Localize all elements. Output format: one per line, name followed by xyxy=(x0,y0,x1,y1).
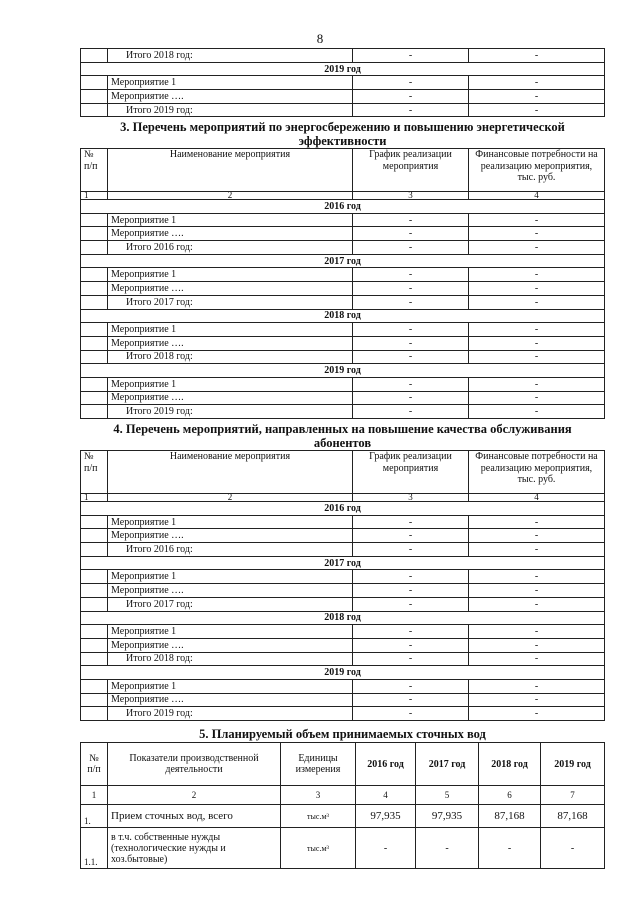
num-cell xyxy=(81,693,108,707)
table-row xyxy=(81,90,605,104)
num-cell xyxy=(81,584,108,598)
section-4-title-line2: абонентов xyxy=(313,435,372,450)
table-row xyxy=(81,515,605,529)
total-label: Итого 2018 год: xyxy=(108,350,353,364)
num-cell xyxy=(81,570,108,584)
total-label: Итого 2016 год: xyxy=(108,543,353,557)
total-label: Итого 2019 год: xyxy=(108,405,353,419)
num-cell xyxy=(81,638,108,652)
total-label: Итого 2019 год: xyxy=(108,707,353,721)
schedule-cell: - xyxy=(353,391,469,405)
num-cell xyxy=(81,652,108,666)
section-3-title-line2: эффективности xyxy=(298,133,387,148)
item-label: Мероприятие …. xyxy=(108,282,353,296)
header-cell: № п/п xyxy=(81,743,108,786)
column-number: 3 xyxy=(353,494,469,502)
table-row xyxy=(81,679,605,693)
column-number: 2 xyxy=(108,494,353,502)
item-label: Мероприятие …. xyxy=(108,584,353,598)
num-cell xyxy=(81,282,108,296)
year-row xyxy=(81,309,605,323)
column-number: 4 xyxy=(469,494,605,502)
item-label: Мероприятие 1 xyxy=(108,625,353,639)
schedule-cell: - xyxy=(353,693,469,707)
schedule-cell: - xyxy=(353,241,469,255)
num-cell xyxy=(81,515,108,529)
unit-cell: тыс.м³ xyxy=(281,828,356,869)
schedule-cell: - xyxy=(353,268,469,282)
finance-cell: - xyxy=(469,638,605,652)
table-row xyxy=(81,584,605,598)
indicator-label: в т.ч. собственные нужды (технологические нужды и хоз.бытовые) xyxy=(108,828,281,869)
schedule-cell: - xyxy=(353,90,469,104)
num-cell xyxy=(81,295,108,309)
value-cell: 97,935 xyxy=(356,805,416,828)
total-label: Итого 2018 год: xyxy=(108,652,353,666)
total-row xyxy=(81,597,605,611)
column-number: 5 xyxy=(416,786,479,805)
year-row xyxy=(81,502,605,516)
num-cell xyxy=(81,405,108,419)
schedule-cell: - xyxy=(353,529,469,543)
column-number: 2 xyxy=(108,786,281,805)
section-4-title-line1: 4. Перечень мероприятий, направленных на повышение качества обслуживания xyxy=(113,422,572,436)
finance-cell: - xyxy=(469,584,605,598)
header-name: Наименование мероприятия xyxy=(108,451,353,494)
schedule-cell: - xyxy=(353,405,469,419)
num-cell xyxy=(81,350,108,364)
top-continuation-table xyxy=(80,48,605,117)
section-5-title: 5. Планируемый объем принимаемых сточных вод xyxy=(199,727,486,741)
value-cell: 87,168 xyxy=(479,805,541,828)
num-cell xyxy=(81,625,108,639)
schedule-cell: - xyxy=(353,336,469,350)
table-row xyxy=(81,323,605,337)
finance-cell: - xyxy=(469,76,605,90)
item-label: Мероприятие 1 xyxy=(108,213,353,227)
finance-cell: - xyxy=(469,227,605,241)
section-3-table xyxy=(80,148,605,419)
num-cell xyxy=(81,323,108,337)
schedule-cell: - xyxy=(353,103,469,117)
finance-cell: - xyxy=(469,679,605,693)
table-row xyxy=(81,282,605,296)
header-cell: Показатели производственной деятельности xyxy=(108,743,281,786)
section-5-table xyxy=(80,742,605,869)
header-num: № п/п xyxy=(81,451,108,494)
table-row xyxy=(81,625,605,639)
schedule-cell: - xyxy=(353,597,469,611)
schedule-cell: - xyxy=(353,543,469,557)
column-number: 4 xyxy=(469,192,605,200)
num-cell xyxy=(81,597,108,611)
item-label: Мероприятие 1 xyxy=(108,323,353,337)
table-row xyxy=(81,570,605,584)
total-label: Итого 2019 год: xyxy=(108,103,353,117)
year-row xyxy=(81,62,605,76)
column-number: 4 xyxy=(356,786,416,805)
num-cell xyxy=(81,543,108,557)
value-cell: - xyxy=(416,828,479,869)
total-label: Итого 2018 год: xyxy=(108,49,353,63)
num-cell xyxy=(81,213,108,227)
year-row xyxy=(81,364,605,378)
schedule-cell: - xyxy=(353,625,469,639)
header-name: Наименование мероприятия xyxy=(108,149,353,192)
num-cell xyxy=(81,391,108,405)
schedule-cell: - xyxy=(353,584,469,598)
finance-cell: - xyxy=(469,282,605,296)
header-cell: 2019 год xyxy=(541,743,605,786)
schedule-cell: - xyxy=(353,282,469,296)
finance-cell: - xyxy=(469,323,605,337)
num-cell xyxy=(81,103,108,117)
num-cell xyxy=(81,707,108,721)
num-cell xyxy=(81,268,108,282)
value-cell: - xyxy=(356,828,416,869)
schedule-cell: - xyxy=(353,377,469,391)
table-row xyxy=(81,103,605,117)
finance-cell: - xyxy=(469,652,605,666)
column-number: 7 xyxy=(541,786,605,805)
schedule-cell: - xyxy=(353,295,469,309)
total-row xyxy=(81,295,605,309)
total-label: Итого 2017 год: xyxy=(108,295,353,309)
finance-cell: - xyxy=(469,707,605,721)
year-label: 2017 год xyxy=(81,556,605,570)
schedule-cell: - xyxy=(353,323,469,337)
page-number: 8 xyxy=(316,31,324,46)
finance-cell: - xyxy=(469,405,605,419)
section-4-table xyxy=(80,450,605,721)
indicator-label: Прием сточных вод, всего xyxy=(108,805,281,828)
item-label: Мероприятие …. xyxy=(108,90,353,104)
header-cell: 2018 год xyxy=(479,743,541,786)
schedule-cell: - xyxy=(353,707,469,721)
schedule-cell: - xyxy=(353,570,469,584)
year-label: 2017 год xyxy=(81,254,605,268)
header-schedule: График реализации мероприятия xyxy=(353,451,469,494)
finance-cell: - xyxy=(469,377,605,391)
section-3-title xyxy=(80,121,605,148)
finance-cell: - xyxy=(469,391,605,405)
finance-cell: - xyxy=(469,515,605,529)
unit-cell: тыс.м³ xyxy=(281,805,356,828)
table-row xyxy=(81,49,605,63)
num-cell xyxy=(81,90,108,104)
item-label: Мероприятие 1 xyxy=(108,268,353,282)
header-cell: 2017 год xyxy=(416,743,479,786)
year-row xyxy=(81,254,605,268)
year-row xyxy=(81,611,605,625)
num-cell xyxy=(81,336,108,350)
total-row xyxy=(81,707,605,721)
column-number: 1 xyxy=(81,786,108,805)
table-row xyxy=(81,377,605,391)
year-label: 2018 год xyxy=(81,611,605,625)
schedule-cell: - xyxy=(353,213,469,227)
column-number: 3 xyxy=(353,192,469,200)
finance-cell: - xyxy=(469,350,605,364)
column-number: 1 xyxy=(81,494,108,502)
finance-cell: - xyxy=(469,213,605,227)
row-num: 1. xyxy=(81,805,108,828)
column-number: 6 xyxy=(479,786,541,805)
column-number: 2 xyxy=(108,192,353,200)
item-label: Мероприятие 1 xyxy=(108,377,353,391)
finance-cell: - xyxy=(469,543,605,557)
section-3-title-line1: 3. Перечень мероприятий по энергосбережению и повышению энергетической xyxy=(120,120,565,134)
table-row xyxy=(81,391,605,405)
table-row xyxy=(81,227,605,241)
header-finance: Финансовые потребности на реализацию мероприятия, тыс. руб. xyxy=(469,149,605,192)
item-label: Мероприятие …. xyxy=(108,227,353,241)
num-cell xyxy=(81,76,108,90)
column-number: 3 xyxy=(281,786,356,805)
num-cell xyxy=(81,529,108,543)
value-cell: 97,935 xyxy=(416,805,479,828)
item-label: Мероприятие 1 xyxy=(108,515,353,529)
header-cell: 2016 год xyxy=(356,743,416,786)
total-row xyxy=(81,350,605,364)
item-label: Мероприятие …. xyxy=(108,693,353,707)
total-row xyxy=(81,241,605,255)
schedule-cell: - xyxy=(353,76,469,90)
year-label: 2016 год xyxy=(81,200,605,214)
finance-cell: - xyxy=(469,693,605,707)
header-finance: Финансовые потребности на реализацию мероприятия, тыс. руб. xyxy=(469,451,605,494)
num-cell xyxy=(81,227,108,241)
table-row xyxy=(81,805,605,828)
table-row xyxy=(81,638,605,652)
finance-cell: - xyxy=(469,625,605,639)
schedule-cell: - xyxy=(353,638,469,652)
header-cell: Единицы измерения xyxy=(281,743,356,786)
item-label: Мероприятие 1 xyxy=(108,570,353,584)
num-cell xyxy=(81,377,108,391)
finance-cell: - xyxy=(469,597,605,611)
year-label: 2019 год xyxy=(81,364,605,378)
table-row xyxy=(81,693,605,707)
year-row xyxy=(81,200,605,214)
table-row xyxy=(81,268,605,282)
header-num: № п/п xyxy=(81,149,108,192)
year-label: 2019 год xyxy=(81,62,605,76)
finance-cell: - xyxy=(469,295,605,309)
schedule-cell: - xyxy=(353,515,469,529)
item-label: Мероприятие …. xyxy=(108,529,353,543)
total-row xyxy=(81,543,605,557)
schedule-cell: - xyxy=(353,227,469,241)
year-row xyxy=(81,666,605,680)
item-label: Мероприятие 1 xyxy=(108,76,353,90)
total-row xyxy=(81,405,605,419)
item-label: Мероприятие 1 xyxy=(108,679,353,693)
finance-cell: - xyxy=(469,103,605,117)
finance-cell: - xyxy=(469,570,605,584)
table-row xyxy=(81,828,605,869)
year-label: 2018 год xyxy=(81,309,605,323)
table-row xyxy=(81,76,605,90)
item-label: Мероприятие …. xyxy=(108,391,353,405)
num-cell xyxy=(81,49,108,63)
total-label: Итого 2016 год: xyxy=(108,241,353,255)
num-cell xyxy=(81,241,108,255)
finance-cell: - xyxy=(469,241,605,255)
table-row xyxy=(81,336,605,350)
item-label: Мероприятие …. xyxy=(108,336,353,350)
section-4-title xyxy=(80,423,605,450)
year-row xyxy=(81,556,605,570)
total-row xyxy=(81,652,605,666)
column-number: 1 xyxy=(81,192,108,200)
header-schedule: График реализации мероприятия xyxy=(353,149,469,192)
num-cell xyxy=(81,679,108,693)
value-cell: - xyxy=(541,828,605,869)
value-cell: - xyxy=(479,828,541,869)
finance-cell: - xyxy=(469,529,605,543)
schedule-cell: - xyxy=(353,679,469,693)
year-label: 2019 год xyxy=(81,666,605,680)
item-label: Мероприятие …. xyxy=(108,638,353,652)
schedule-cell: - xyxy=(353,49,469,63)
finance-cell: - xyxy=(469,268,605,282)
finance-cell: - xyxy=(469,90,605,104)
schedule-cell: - xyxy=(353,652,469,666)
year-label: 2016 год xyxy=(81,502,605,516)
finance-cell: - xyxy=(469,336,605,350)
finance-cell: - xyxy=(469,49,605,63)
value-cell: 87,168 xyxy=(541,805,605,828)
table-row xyxy=(81,529,605,543)
table-row xyxy=(81,213,605,227)
total-label: Итого 2017 год: xyxy=(108,597,353,611)
schedule-cell: - xyxy=(353,350,469,364)
row-num: 1.1. xyxy=(81,828,108,869)
